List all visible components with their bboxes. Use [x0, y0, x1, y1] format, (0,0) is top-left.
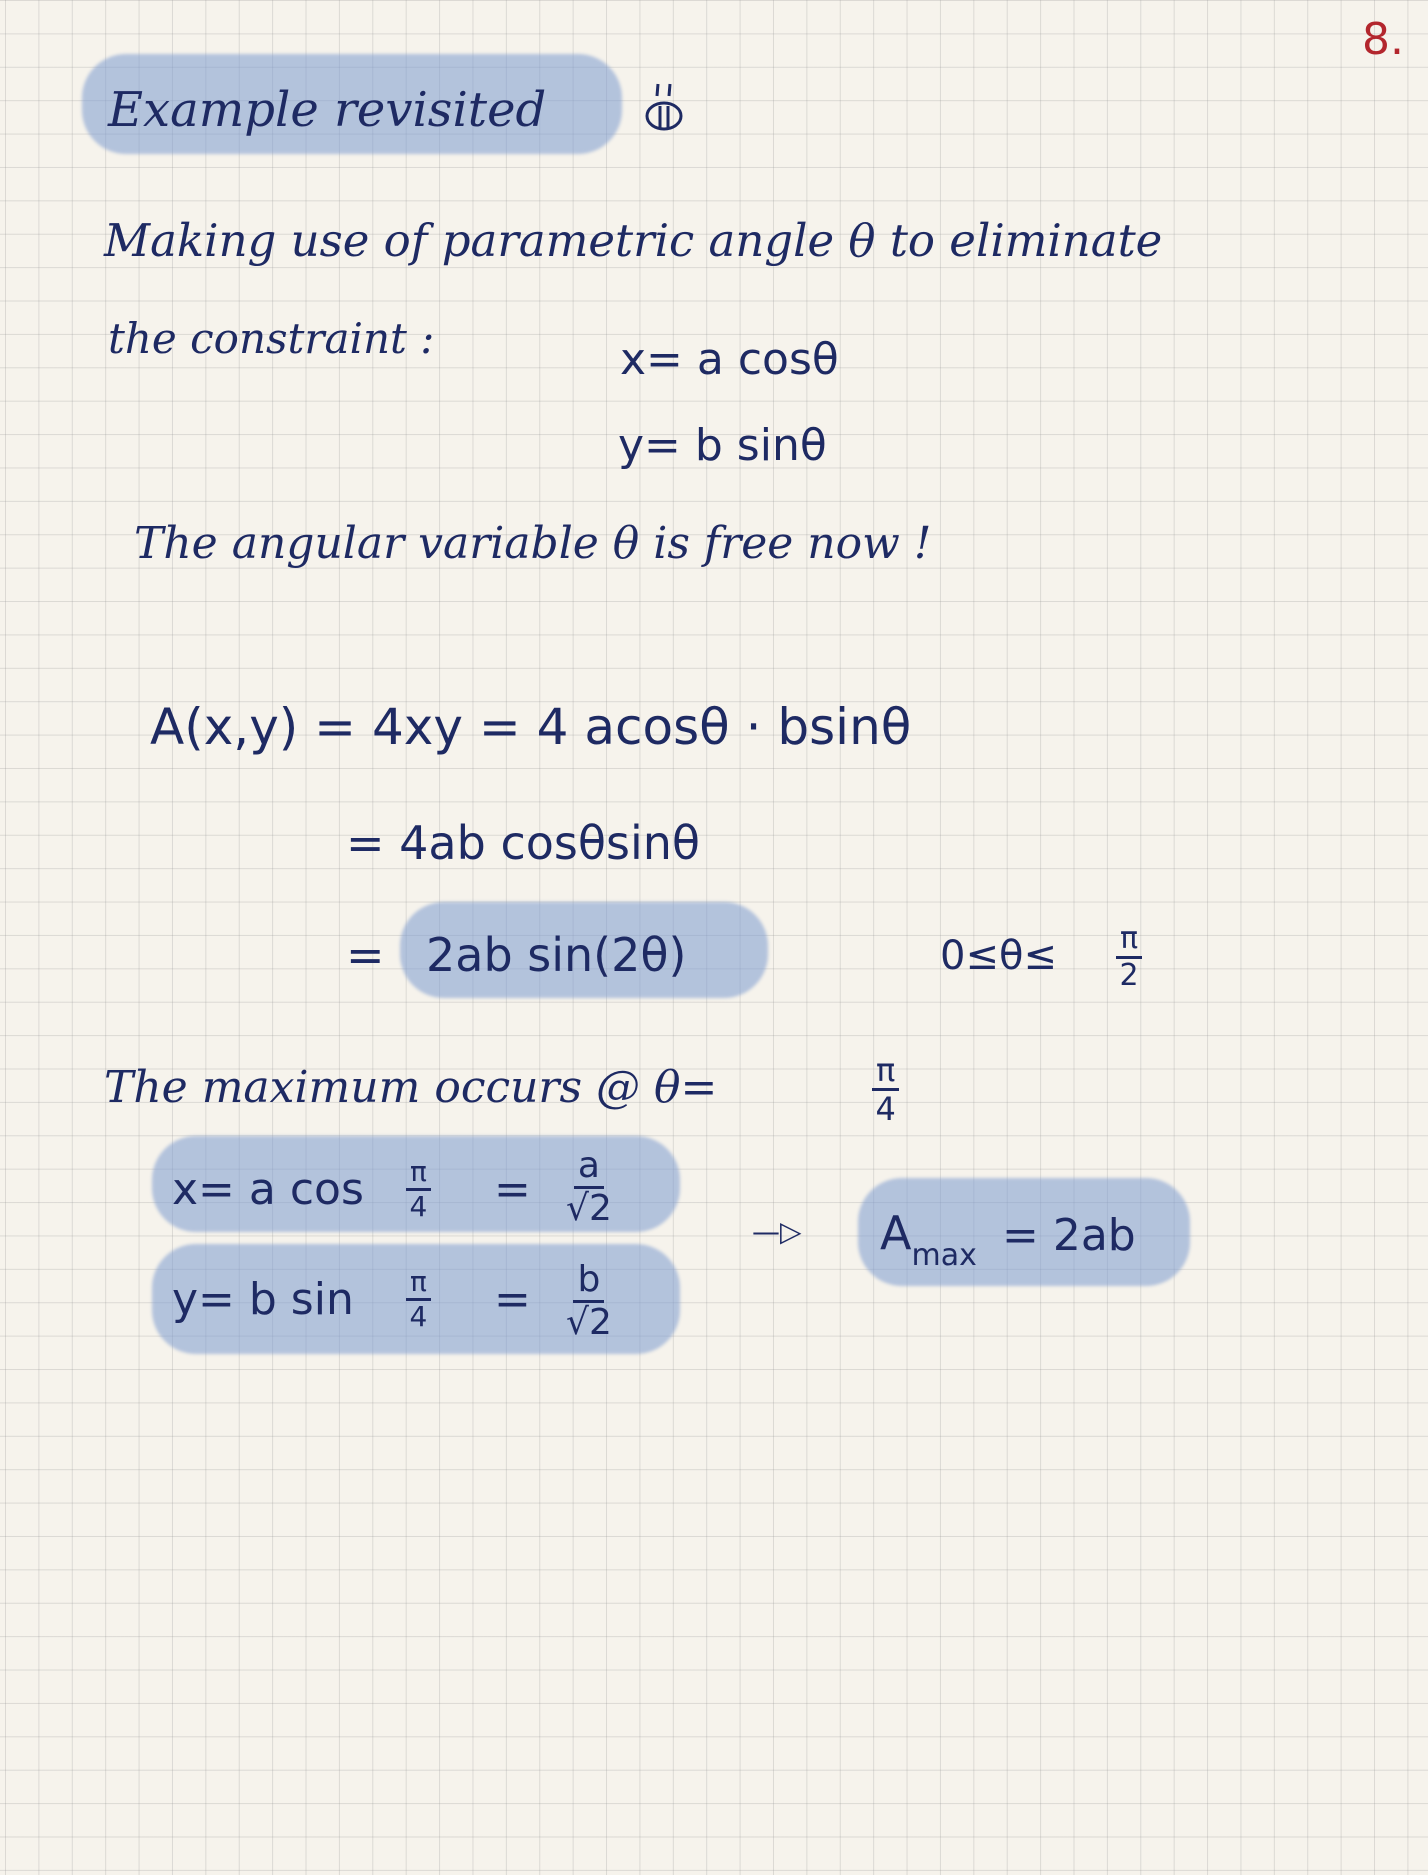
- maximum-fraction-numerator: π: [872, 1054, 899, 1091]
- theta-range: 0≤θ≤: [940, 933, 1057, 979]
- x-value-numerator: a: [574, 1148, 604, 1189]
- y-result-equals: =: [494, 1274, 531, 1325]
- intro-line-1: Making use of parametric angle θ to eliminate: [104, 214, 1163, 267]
- x-result-equals: =: [494, 1164, 531, 1215]
- maximum-fraction: [872, 1051, 899, 1128]
- range-fraction: [1116, 921, 1142, 993]
- page-title: Example revisited: [108, 82, 547, 138]
- amax-label: [880, 1206, 977, 1274]
- free-variable-note: The angular variable θ is free now !: [134, 518, 932, 569]
- y-angle-numerator: π: [406, 1268, 431, 1301]
- amax-subscript: max: [911, 1238, 977, 1274]
- range-fraction-denominator: 2: [1119, 958, 1139, 993]
- y-value-denominator: √2: [566, 1302, 612, 1343]
- x-angle-numerator: π: [406, 1158, 431, 1191]
- y-result-lhs: y= b sin: [172, 1274, 354, 1325]
- amax-letter: A: [880, 1206, 912, 1260]
- maximum-statement: The maximum occurs @ θ=: [104, 1062, 718, 1113]
- page-number: 8.: [1362, 14, 1404, 65]
- x-param-equation: x= a cosθ: [620, 334, 839, 385]
- y-value-numerator: b: [573, 1262, 604, 1303]
- area-equation-line-1: A(x,y) = 4xy = 4 acosθ · bsinθ: [150, 698, 912, 756]
- y-angle-denominator: 4: [409, 1300, 428, 1333]
- intro-line-2: the constraint :: [108, 314, 435, 363]
- y-param-equation: y= b sinθ: [618, 420, 827, 471]
- x-angle-denominator: 4: [409, 1190, 428, 1223]
- amax-value: = 2ab: [1002, 1210, 1136, 1261]
- y-result-value-fraction: [566, 1259, 612, 1343]
- x-result-lhs: x= a cos: [172, 1164, 364, 1215]
- y-result-angle-fraction: [406, 1265, 431, 1333]
- range-fraction-numerator: π: [1116, 924, 1142, 959]
- area-equation-line-3-equals: =: [346, 928, 385, 982]
- area-equation-line-3: 2ab sin(2θ): [426, 928, 687, 982]
- maximum-fraction-denominator: 4: [875, 1090, 896, 1128]
- x-value-denominator: √2: [566, 1188, 612, 1229]
- x-result-angle-fraction: [406, 1155, 431, 1223]
- area-equation-line-2: = 4ab cosθsinθ: [346, 816, 701, 870]
- implies-arrow-icon: —▷: [752, 1215, 802, 1248]
- smiley-face-icon: [640, 80, 690, 140]
- x-result-value-fraction: [566, 1145, 612, 1229]
